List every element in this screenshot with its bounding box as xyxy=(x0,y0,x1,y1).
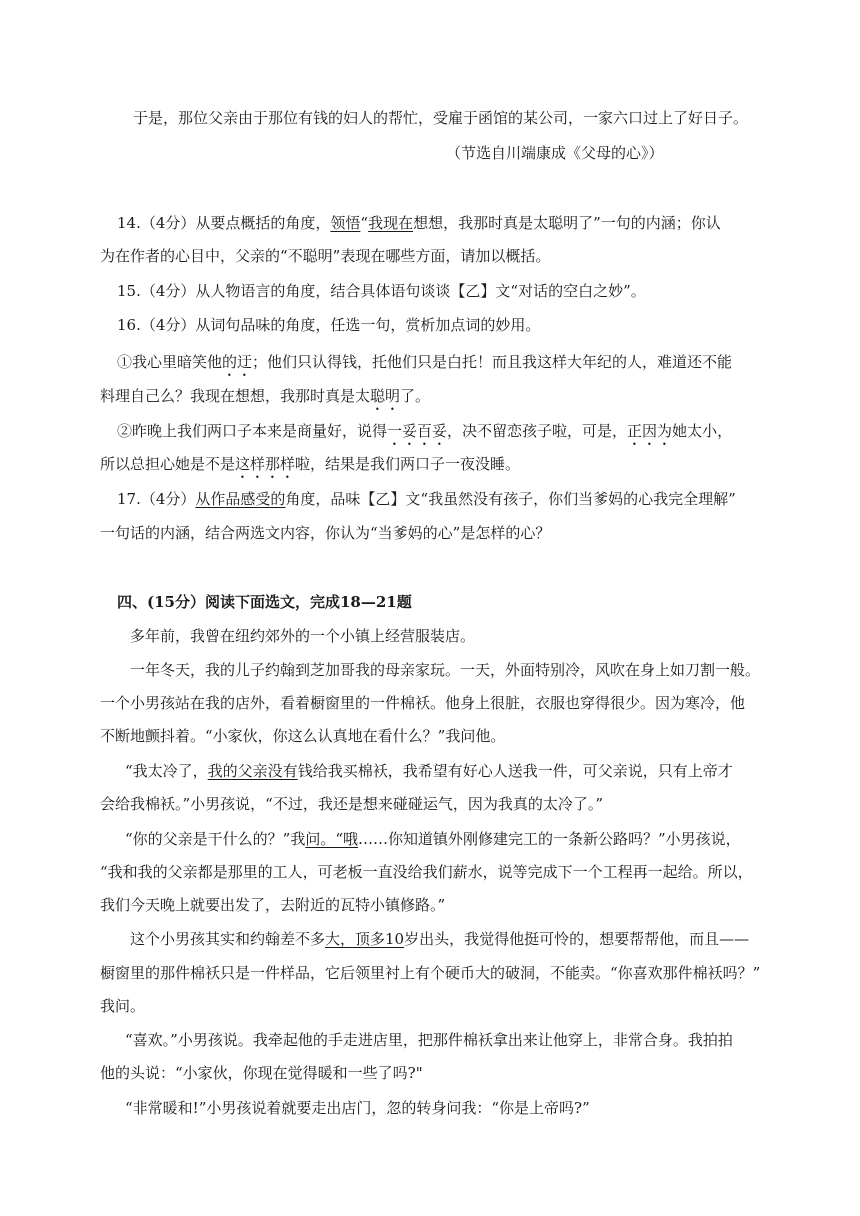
q16-text: 她太小， xyxy=(672,422,733,440)
p3-underlined: 我的父亲没有 xyxy=(207,762,298,780)
p4-text: ……你知道镇外刚修建完工的一条新公路吗？”小男孩说， xyxy=(358,830,741,848)
question-17-line-1 xyxy=(117,489,736,509)
p5-text: 岁出头，我觉得他挺可怜的，想要帮帮他，而且—— xyxy=(404,930,750,948)
q16-text: ①我心里暗笑他 xyxy=(117,353,223,371)
q16-text: 料理自己么？我现在想想，我那时真是太 xyxy=(100,387,371,405)
q16-text: 啦，结果是我们两口子一夜没睡。 xyxy=(295,455,521,473)
q14-underlined: 领悟 xyxy=(330,214,361,232)
q16-sentence-1-line-1 xyxy=(117,352,732,380)
paragraph-2-line-2: 一个小男孩站在我的店外，看着橱窗里的一件棉袄。他身上很脏，衣服也穿得很少。因为寒冷，他 xyxy=(100,694,746,712)
q14-text: 想想，我那时真是太聪明了”一句的内涵；你认 xyxy=(413,214,721,232)
q16-sentence-2-line-2 xyxy=(100,454,520,482)
paragraph-6-line-2: 他的头说：“小家伙，你现在觉得暖和一些了吗?" xyxy=(100,1064,423,1082)
p5-underlined: 大，顶多10 xyxy=(325,930,405,948)
q16-text: 了。 xyxy=(400,387,431,405)
q16-sentence-2-line-1 xyxy=(117,421,732,449)
q17-text: 17.（4分） xyxy=(117,490,196,508)
paragraph-2-line-3: 不断地颤抖着。“小家伙，你这么认真地在看什么？”我问他。 xyxy=(100,727,506,745)
paragraph-2-line-1: 一年冬天，我的儿子约翰到芝加哥我的母亲家玩。一天，外面特别冷，风吹在身上如刀割一般。 xyxy=(130,661,761,679)
p4-text: “你的父亲是干什么的？”我 xyxy=(125,830,306,848)
section-4-heading: 四、(15分）阅读下面选文，完成18—21题 xyxy=(117,593,412,611)
paragraph-3-line-2: 会给我棉袄。”小男孩说，“不过，我还是想来碰碰运气，因为我真的太冷了。” xyxy=(100,795,604,813)
q16-text: ；他们只认得钱，托他们只是白托！而且我这样大年纪的人，难道还不能 xyxy=(252,353,733,371)
question-16-stem: 16.（4分）从词句品味的角度，任选一句，赏析加点词的妙用。 xyxy=(117,316,541,334)
p4-underlined: 问。“哦 xyxy=(305,830,359,848)
q16-text: ，决不留恋孩子啦，可是， xyxy=(447,422,628,440)
q14-text: “ xyxy=(360,214,369,232)
question-14-line-1 xyxy=(117,213,721,233)
q16-dotted-word: 这样那样 xyxy=(235,455,296,473)
closing-sentence: 于是，那位父亲由于那位有钱的妇人的帮忙，受雇于函馆的某公司，一家六口过上了好日子。 xyxy=(133,109,749,127)
q16-sentence-1-line-2 xyxy=(100,386,430,414)
q14-text: 14.（4分）从要点概括的角度， xyxy=(117,214,331,232)
source-note: （节选自川端康成《父母的心》） xyxy=(446,144,664,162)
paragraph-6-line-1: “喜欢。”小男孩说。我牵起他的手走进店里，把那件棉袄拿出来让他穿上，非常合身。我拍拍 xyxy=(125,1031,733,1049)
q16-text: ②昨晚上我们两口子本来是商量好，说得 xyxy=(117,422,388,440)
q16-dotted-word: 正因为 xyxy=(627,422,673,440)
paragraph-1: 多年前，我曾在纽约郊外的一个小镇上经营服装店。 xyxy=(130,627,476,645)
paragraph-4-line-3: 我们今天晚上就要出发了，去附近的瓦特小镇修路。” xyxy=(100,896,446,914)
question-15: 15.（4分）从人物语言的角度，结合具体语句谈谈【乙】文“对话的空白之妙”。 xyxy=(117,282,646,300)
q17-text: 角度，品味【乙】文“我虽然没有孩子，你们当爹妈的心我完全理解” xyxy=(285,490,736,508)
p3-text: “我太冷了， xyxy=(125,762,208,780)
q16-dotted-word: 的迂 xyxy=(222,353,253,371)
q16-dotted-word: 一妥百妥 xyxy=(387,422,448,440)
paragraph-4-line-1 xyxy=(125,829,741,849)
paragraph-7: “非常暖和!”小男孩说着就要走出店门，忽的转身问我：“你是上帝吗?” xyxy=(125,1099,590,1117)
paragraph-3-line-1 xyxy=(125,761,733,781)
q17-underlined: 从作品感受的 xyxy=(195,490,286,508)
paragraph-5-line-1 xyxy=(130,929,749,949)
q16-text: 所以总担心她是不是 xyxy=(100,455,236,473)
paragraph-5-line-3: 我问。 xyxy=(100,997,146,1015)
question-17-line-2: 一句话的内涵，结合两选文内容，你认为“当爹妈的心”是怎样的心？ xyxy=(100,524,551,542)
p5-text: 这个小男孩其实和约翰差不多 xyxy=(130,930,326,948)
paragraph-4-line-2: “我和我的父亲都是那里的工人，可老板一直没给我们薪水，说等完成下一个工程再一起给。所以， xyxy=(100,863,753,881)
q16-dotted-word: 聪明 xyxy=(370,387,401,405)
q14-underlined: 我现在 xyxy=(368,214,414,232)
paragraph-5-line-2: 橱窗里的那件棉袄只是一件样品，它后领里衬上有个硬币大的破洞，不能卖。“你喜欢那件棉袄吗？” xyxy=(100,964,761,982)
question-14-line-2: 为在作者的心目中，父亲的“不聪明”表现在哪些方面，请加以概括。 xyxy=(100,247,551,265)
p3-text: 钱给我买棉袄，我希望有好心人送我一件，可父亲说，只有上帝才 xyxy=(297,762,733,780)
